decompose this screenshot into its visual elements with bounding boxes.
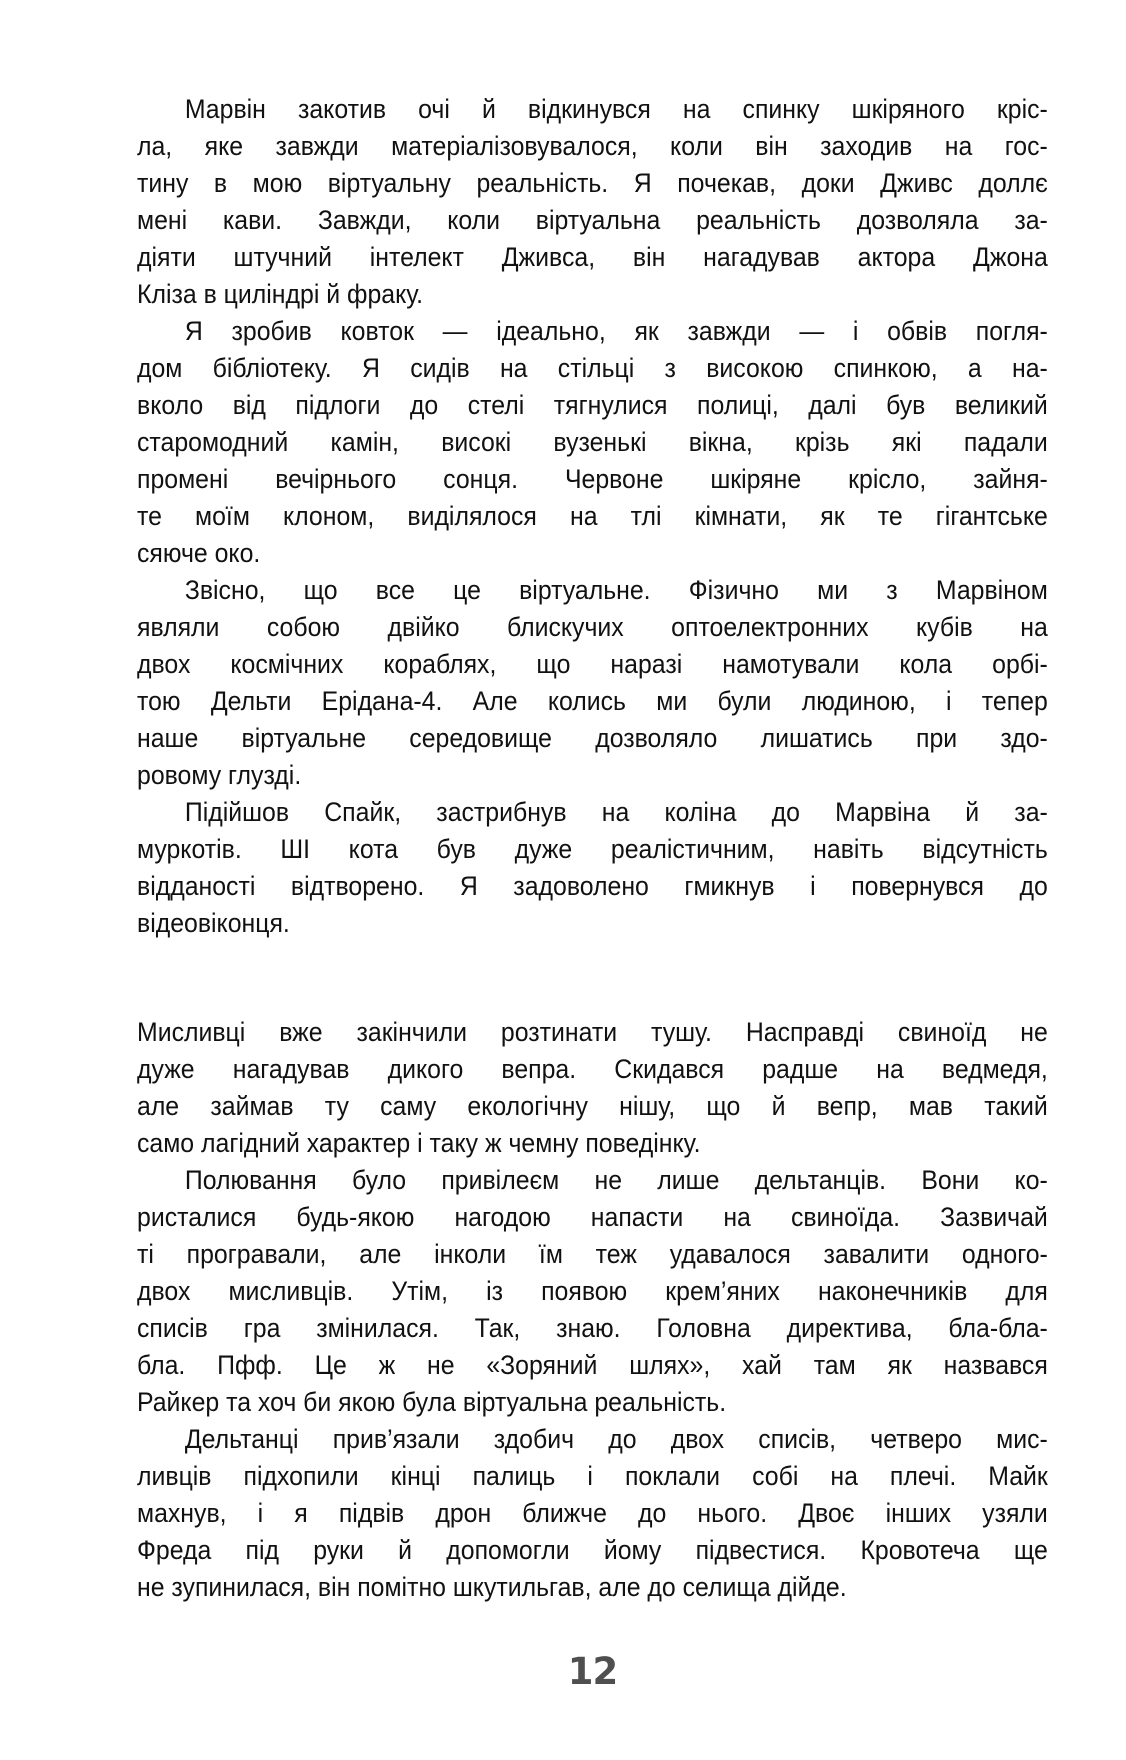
text-line: промені вечірнього сонця. Червоне шкіряне крісло, зайня- — [137, 464, 1048, 494]
text-line: Кліза в циліндрі й фраку. — [137, 279, 424, 309]
text-line: Дельтанці прив’язали здобич до двох списів, четверо мис- — [184, 1424, 1048, 1454]
text-line: Підійшов Спайк, застрибнув на коліна до Марвіна й за- — [184, 797, 1048, 827]
text-line: ті програвали, але інколи їм теж удавалося завалити одного- — [137, 1239, 1048, 1269]
text-line: дом бібліотеку. Я сидів на стільці з високою спинкою, а на- — [137, 353, 1048, 383]
paragraph — [137, 1014, 1048, 1162]
paragraph — [137, 91, 1048, 313]
text-line: відданості відтворено. Я задоволено гмикнув і повернувся до — [137, 871, 1048, 901]
text-line: але займав ту саму екологічну нішу, що й вепр, мав такий — [137, 1091, 1048, 1121]
text-line: махнув, і я підвів дрон ближче до нього. Двоє інших узяли — [137, 1498, 1048, 1528]
text-line: Звісно, що все це віртуальне. Фізично ми з Марвіном — [184, 575, 1048, 605]
text-line: Я зробив ковток — ідеально, як завжди — і обвів погля- — [184, 316, 1048, 346]
text-line: двох космічних кораблях, що наразі намотували кола орбі- — [137, 649, 1048, 679]
paragraph — [137, 1162, 1048, 1421]
text-line: являли собою двійко блискучих оптоелектронних кубів на — [137, 612, 1048, 642]
text-line: наше віртуальне середовище дозволяло лишатись при здо- — [137, 723, 1048, 753]
text-line: Райкер та хоч би якою була віртуальна реальність. — [137, 1387, 727, 1417]
text-line: тою Дельти Ерідана-4. Але колись ми були людиною, і тепер — [137, 686, 1048, 716]
text-line: ливців підхопили кінці палиць і поклали собі на плечі. Майк — [137, 1461, 1048, 1491]
text-line: сяюче око. — [137, 538, 261, 568]
text-line: дуже нагадував дикого вепра. Скидався радше на ведмедя, — [137, 1054, 1048, 1084]
text-line: списів гра змінилася. Так, знаю. Головна директива, бла-бла- — [137, 1313, 1048, 1343]
text-line: само лагідний характер і таку ж чемну поведінку. — [137, 1128, 701, 1158]
text-line: ристалися будь-якою нагодою напасти на свиноїда. Зазвичай — [137, 1202, 1048, 1232]
paragraph — [137, 794, 1048, 942]
page-number: 12 — [567, 1650, 618, 1693]
text-line: бла. Пфф. Це ж не «Зоряний шлях», хай там як назвався — [137, 1350, 1048, 1380]
text-line: Полювання було привілеєм не лише дельтанців. Вони ко- — [184, 1165, 1048, 1195]
text-line: Фреда під руки й допомогли йому підвестися. Кровотеча ще — [137, 1535, 1048, 1565]
text-line: вколо від підлоги до стелі тягнулися полиці, далі був великий — [137, 390, 1048, 420]
text-line: тину в мою віртуальну реальність. Я почекав, доки Дживс доллє — [137, 168, 1048, 198]
text-line: муркотів. ШІ кота був дуже реалістичним, навіть відсутність — [137, 834, 1048, 864]
text-line: Мисливці вже закінчили розтинати тушу. Насправді свиноїд не — [137, 1017, 1048, 1047]
text-line: ла, яке завжди матеріалізовувалося, коли він заходив на гос- — [137, 131, 1048, 161]
text-line: старомодний камін, високі вузенькі вікна, крізь які падали — [137, 427, 1048, 457]
text-line: мені кави. Завжди, коли віртуальна реальність дозволяла за- — [137, 205, 1048, 235]
text-line: не зупинилася, він помітно шкутильгав, але до селища дійде. — [137, 1572, 847, 1602]
text-line: діяти штучний інтелект Дживса, він нагадував актора Джона — [137, 242, 1048, 272]
text-line: ровому глузді. — [137, 760, 302, 790]
paragraph — [137, 313, 1048, 572]
paragraph — [137, 572, 1048, 794]
text-line: Марвін закотив очі й відкинувся на спинку шкіряного кріс- — [184, 94, 1048, 124]
text-line: двох мисливців. Утім, із появою крем’яних наконечників для — [137, 1276, 1048, 1306]
page-text — [137, 91, 1048, 1606]
text-line: те моїм клоном, виділялося на тлі кімнати, як те гігантське — [137, 501, 1048, 531]
text-line: відеовіконця. — [137, 908, 290, 938]
paragraph — [137, 1421, 1048, 1606]
